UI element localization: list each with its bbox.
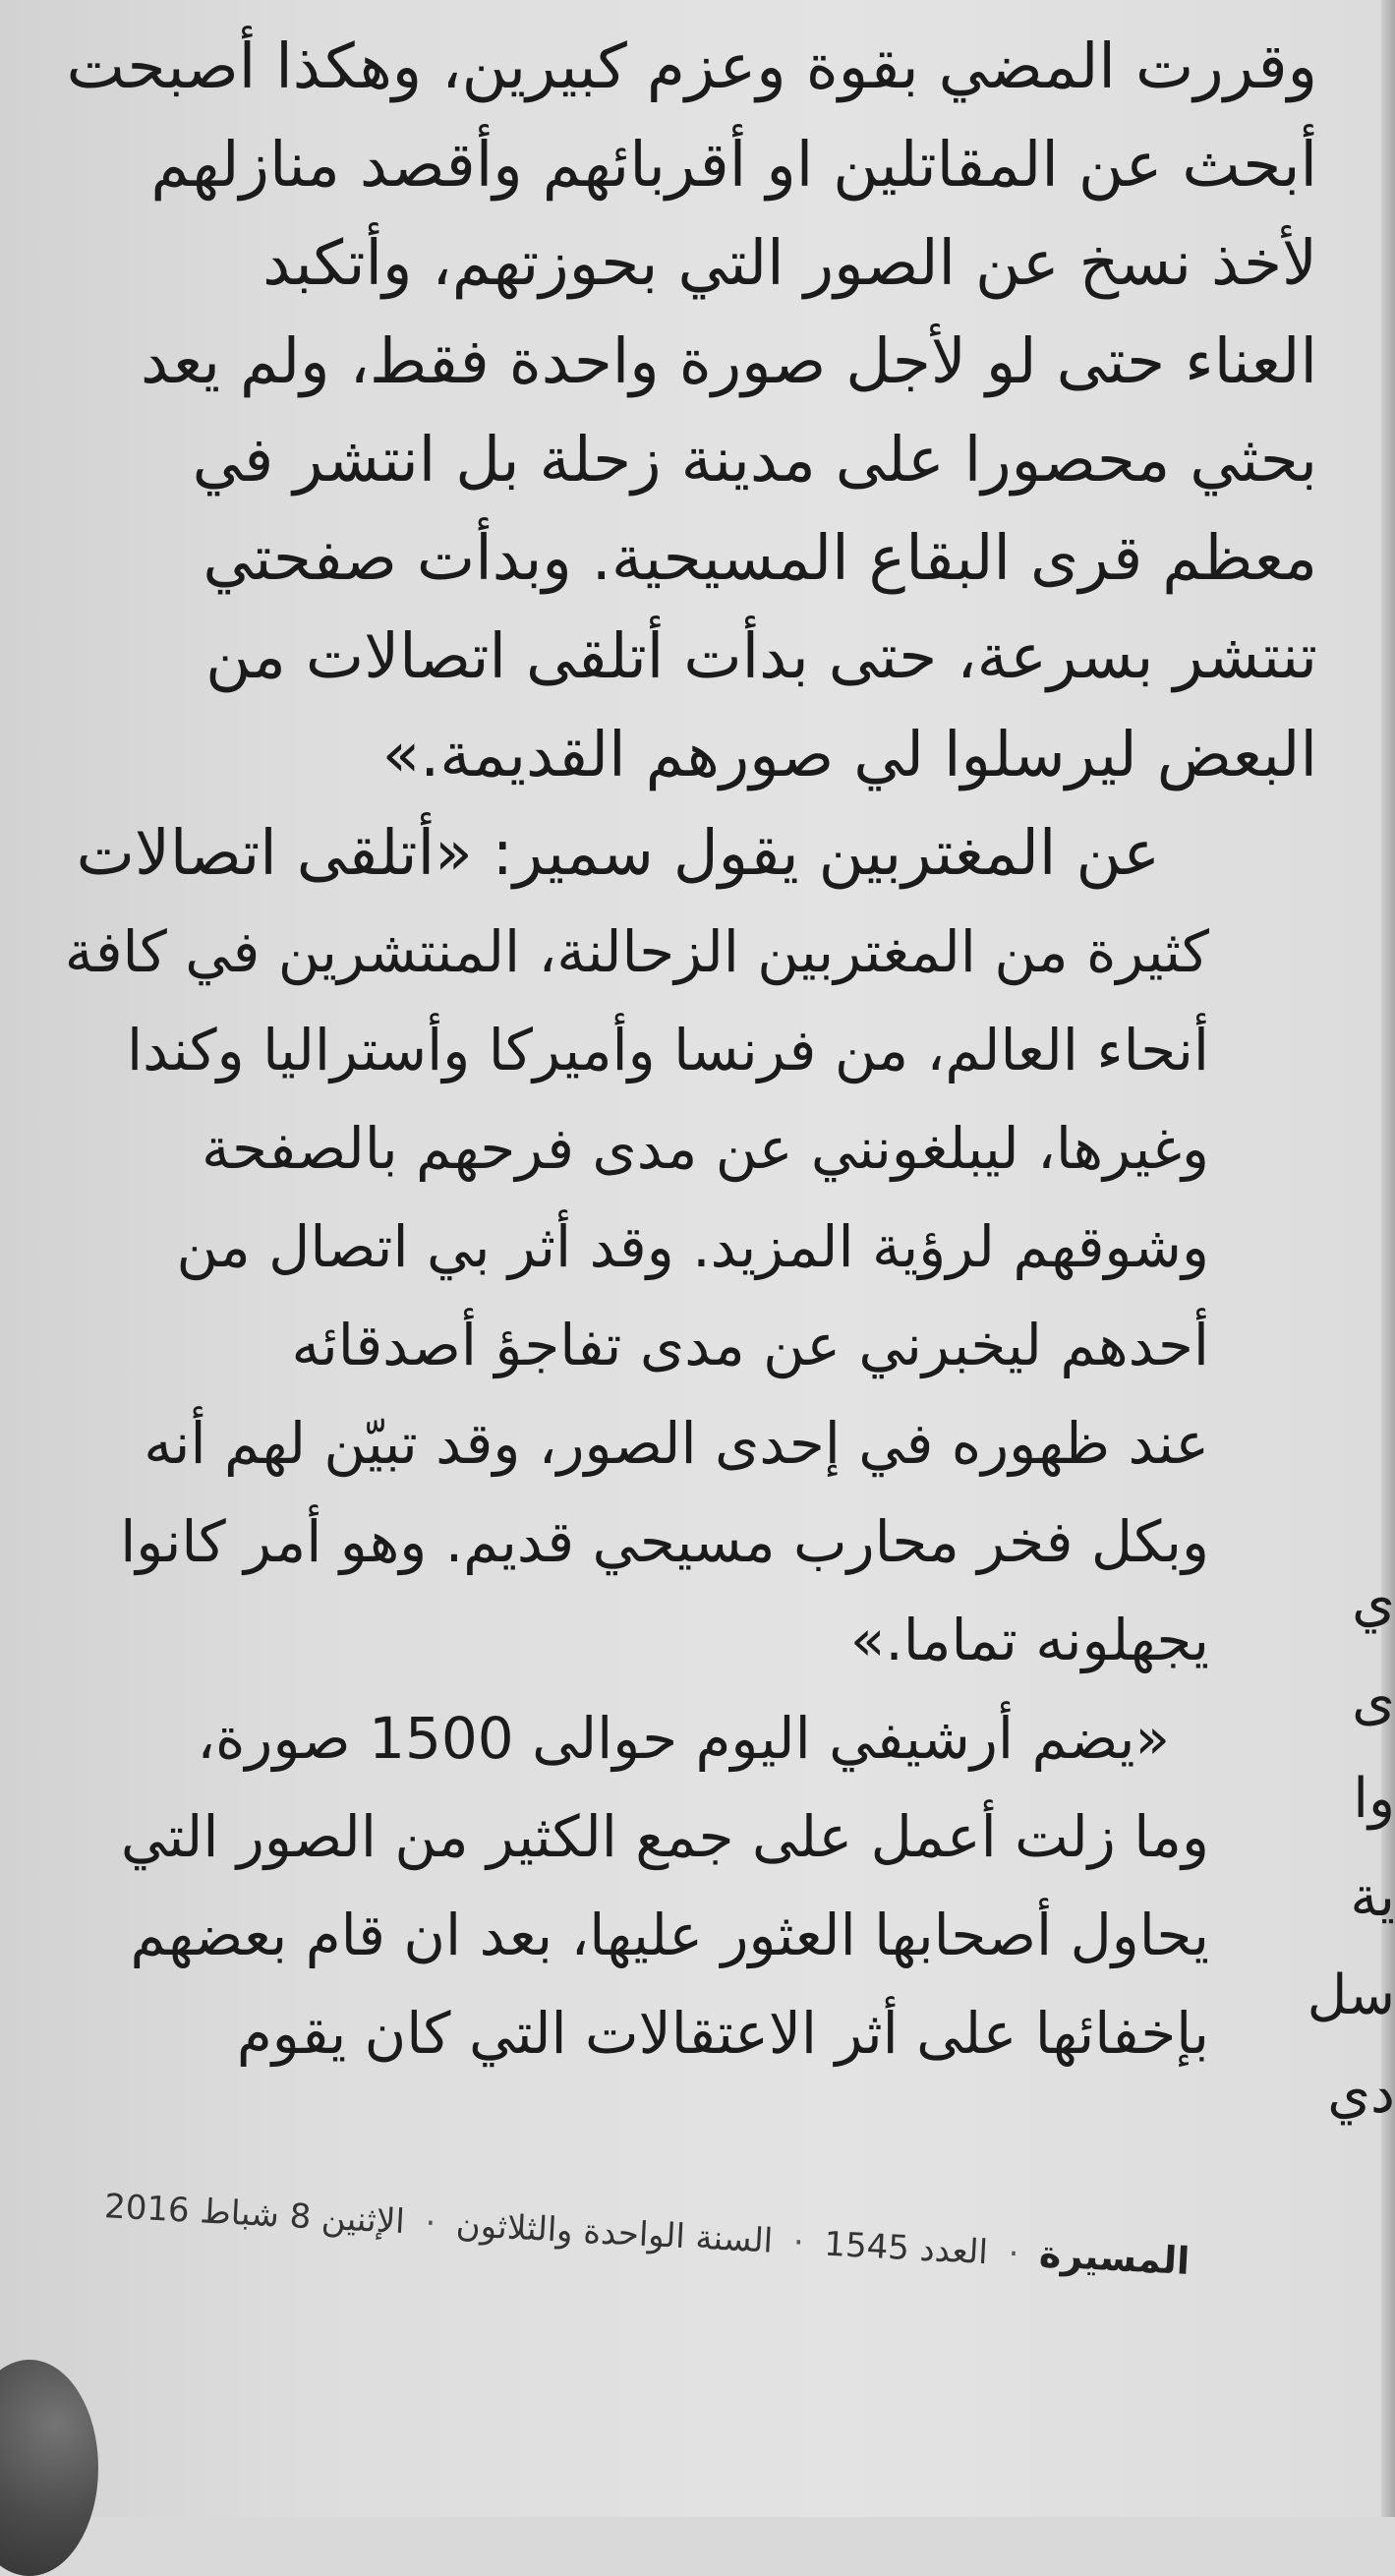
issue-number: العدد 1545 <box>823 2224 989 2273</box>
footer-separator: · <box>1007 2234 1020 2274</box>
article-line: عن المغتربين يقول سمير: «أتلقى اتصالات <box>76 817 1160 889</box>
page-corner-shadow <box>0 2360 98 2576</box>
article-line: وغيرها، ليبلغونني عن مدى فرحهم بالصفحة <box>201 1115 1209 1182</box>
article-line: العناء حتى لو لأجل صورة واحدة فقط، ولم يعد <box>141 325 1317 397</box>
publication-name: المسيرة <box>1038 2232 1192 2283</box>
column-fragment: ية <box>1350 1865 1395 1929</box>
column-fragment: ي <box>1352 1570 1395 1634</box>
article-line: أبحث عن المقاتلين او أقربائهم وأقصد منازلهم <box>150 129 1317 201</box>
issue-date: الإثنين 8 شباط 2016 <box>103 2187 406 2243</box>
article-line: وشوقهم لرؤية المزيد. وقد أثر بي اتصال من <box>176 1213 1209 1280</box>
article-line: تنتشر بسرعة، حتى بدأت أتلقى اتصالات من <box>205 620 1317 692</box>
article-line: البعض ليرسلوا لي صورهم القديمة.» <box>381 719 1317 790</box>
publication-year: السنة الواحدة والثلاثون <box>454 2204 775 2261</box>
article-line: معظم قرى البقاع المسيحية. وبدأت صفحتي <box>203 522 1317 594</box>
article-text <box>39 18 1317 2082</box>
column-fragment: دي <box>1327 2062 1395 2126</box>
article-line: بحثي محصورا على مدينة زحلة بل انتشر في <box>192 424 1317 496</box>
article-line: وقررت المضي بقوة وعزم كبيرين، وهكذا أصبحت <box>66 30 1317 102</box>
article-line: وبكل فخر محارب مسيحي قديم. وهو أمر كانوا <box>120 1508 1209 1575</box>
article-line: «يضم أرشيفي اليوم حوالى 1500 صورة، <box>197 1705 1170 1772</box>
article-line: يحاول أصحابها العثور عليها، بعد ان قام بعضهم <box>130 1902 1209 1968</box>
article-line: وما زلت أعمل على جمع الكثير من الصور التي <box>120 1803 1209 1870</box>
article-line: بإخفائها على أثر الاعتقالات التي كان يقوم <box>236 2000 1209 2067</box>
page-footer <box>88 2174 1192 2293</box>
adjacent-column-fragments <box>1307 1553 1395 2143</box>
column-fragment: سل <box>1307 1963 1395 2027</box>
footer-separator: · <box>424 2203 437 2244</box>
article-line: أنحاء العالم، من فرنسا وأميركا وأستراليا وكندا <box>126 1017 1209 1083</box>
column-fragment: وا <box>1353 1767 1395 1831</box>
article-line: لأخذ نسخ عن الصور التي بحوزتهم، وأتكبد <box>262 227 1317 299</box>
article-line: يجهلونه تماما.» <box>849 1607 1209 1673</box>
footer-separator: · <box>791 2222 805 2263</box>
column-fragment: ى <box>1352 1669 1395 1732</box>
article-line: كثيرة من المغتربين الزحالنة، المنتشرين في كافة <box>64 918 1209 985</box>
article-line: عند ظهوره في إحدى الصور، وقد تبيّن لهم أنه <box>144 1410 1209 1477</box>
article-line: أحدهم ليخبرني عن مدى تفاجؤ أصدقائه <box>291 1312 1209 1378</box>
